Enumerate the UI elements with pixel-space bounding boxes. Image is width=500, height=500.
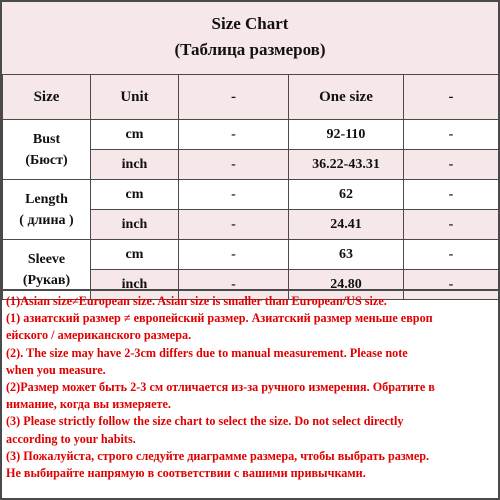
unit-cell: cm (91, 120, 179, 150)
dash-cell: - (179, 210, 289, 240)
note-line: нимание, когда вы измеряете. (6, 397, 171, 412)
length-label-russian: ( длина ) (19, 212, 74, 228)
dash-cell: - (179, 180, 289, 210)
bust-label: Bust (32, 131, 61, 147)
dash-cell: - (404, 180, 499, 210)
value-cell: 24.80 (289, 270, 404, 300)
bust-label-russian: (Бюст) (25, 152, 68, 168)
header-size: Size (3, 75, 91, 120)
table-row (3, 120, 499, 150)
dash-cell: - (179, 240, 289, 270)
sleeve-label: Sleeve (27, 251, 66, 267)
title-box (2, 2, 498, 76)
note-line: (2)Размер может быть 2-3 см отличается из-за ручного измерения. Обратите в (6, 380, 435, 395)
dash-cell: - (179, 150, 289, 180)
dash-cell: - (179, 270, 289, 300)
header-unit: Unit (91, 75, 179, 120)
unit-cell: cm (91, 180, 179, 210)
dash-cell: - (404, 240, 499, 270)
note-line: (1) азиатский размер ≠ европейский размер. Азиатский размер меньше европ (6, 311, 433, 326)
dash-cell: - (179, 120, 289, 150)
header-dash-2: - (404, 75, 499, 120)
unit-cell: inch (91, 270, 179, 300)
value-cell: 36.22-43.31 (289, 150, 404, 180)
notes-section (2, 289, 498, 498)
dash-cell: - (404, 120, 499, 150)
header-one-size: One size (289, 75, 404, 120)
note-line: (3) Пожалуйста, строго следуйте диаграмме размера, чтобы выбрать размер. (6, 448, 430, 463)
dash-cell: - (404, 210, 499, 240)
note-line: when you measure. (6, 362, 106, 377)
value-cell: 92-110 (289, 120, 404, 150)
note-line: according to your habits. (6, 431, 136, 446)
table-row (3, 180, 499, 210)
chart-title-russian: (Таблица размеров) (174, 40, 326, 59)
dash-cell: - (404, 150, 499, 180)
dash-cell: - (404, 270, 499, 300)
note-line: (3) Please strictly follow the size chart to select the size. Do not select directly (6, 414, 404, 429)
unit-cell: cm (91, 240, 179, 270)
table-header-row (3, 75, 499, 120)
unit-cell: inch (91, 210, 179, 240)
sleeve-label-russian: (Рукав) (22, 272, 71, 288)
row-label-bust (3, 120, 91, 180)
value-cell: 62 (289, 180, 404, 210)
table-row (3, 240, 499, 270)
note-line: (2). The size may have 2-3cm differs due to manual measurement. Please note (6, 345, 408, 360)
note-line: Не выбирайте напрямую в соответствии с вашими привычками. (6, 466, 366, 481)
length-label: Length (25, 191, 68, 207)
chart-title: Size Chart (211, 14, 289, 33)
size-table (2, 74, 499, 300)
value-cell: 24.41 (289, 210, 404, 240)
value-cell: 63 (289, 240, 404, 270)
note-line: (1)Asian size≠European size. Asian size is smaller than European/US size. (6, 294, 387, 308)
unit-cell: inch (91, 150, 179, 180)
header-dash-1: - (179, 75, 289, 120)
note-line: ейского / американского размера. (6, 328, 192, 343)
row-label-length (3, 180, 91, 240)
